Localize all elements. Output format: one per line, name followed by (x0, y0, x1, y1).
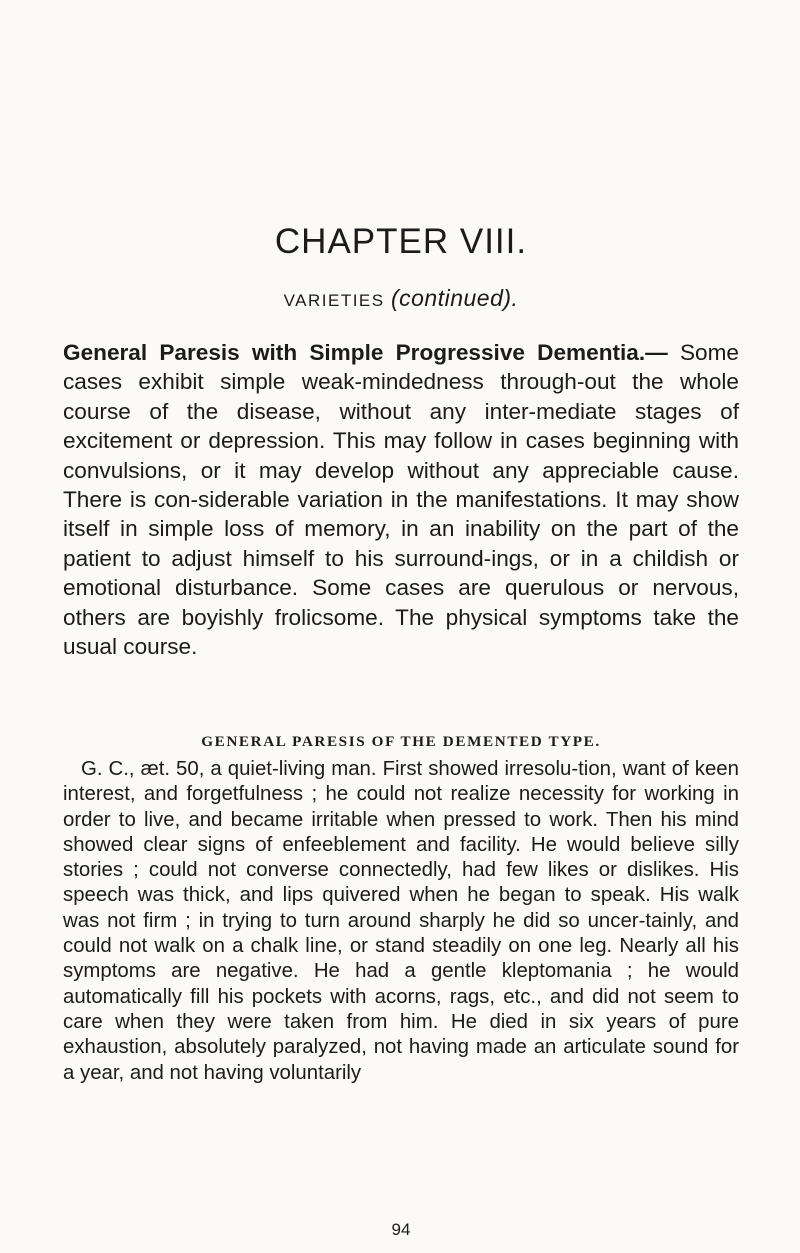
chapter-subtitle (63, 283, 739, 316)
subtitle-varieties: VARIETIES (283, 291, 385, 310)
section-heading-simple-dementia: General Paresis with Simple Progressive Dementia.— (63, 340, 668, 365)
section-body-simple-dementia: Some cases exhibit simple weak-mindedness through-out the whole course of the disease, without any inter-mediate stages of excitement or depression. This may follow in cases beginning with convulsions, or it may develop without any appreciable cause. There is con-siderable variation in the manifestations. It may show itself in simple loss of memory, in an inability on the part of the patient to adjust himself to his surround-ings, or in a childish or emotional disturbance. Some cases are querulous or nervous, others are boyishly frolicsome. The physical symptoms take the usual course. (63, 340, 739, 660)
section-heading-demented-type: GENERAL PARESIS OF THE DEMENTED TYPE. (201, 733, 601, 750)
subtitle-continued: (continued). (390, 285, 519, 311)
page-number: 94 (391, 1220, 411, 1239)
section-simple-dementia (63, 338, 739, 661)
chapter-title: CHAPTER VIII. (274, 222, 528, 261)
case-report-gc: G. C., æt. 50, a quiet-living man. First showed irresolu-tion, want of keen interest, and forgetfulness ; he could not realize necessity for working in order to live, and became irritable when pressed to work. Then his mind showed clear signs of enfeeblement and facility. He would believe silly stories ; could not converse connectedly, had few likes or dislikes. His speech was thick, and lips quivered when he began to speak. His walk was not firm ; in trying to turn around sharply he did so uncer-tainly, and could not walk on a chalk line, or stand steadily on one leg. Nearly all his symptoms are negative. He had a gentle kleptomania ; he would automatically fill his pockets with acorns, rags, etc., and did not seem to care when they were taken from him. He died in six years of pure exhaustion, absolutely paralyzed, not having made an articulate sound for a year, and not having voluntarily (63, 758, 739, 1084)
